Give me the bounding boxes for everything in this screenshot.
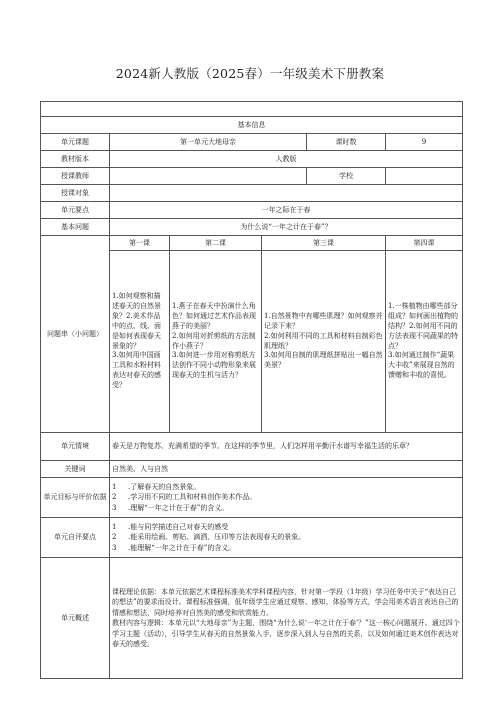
- unit-key-label: 单元要点: [41, 202, 110, 219]
- teacher-label: 授课教师: [41, 168, 110, 185]
- blank-top-row: [41, 102, 463, 117]
- situation-label: 单元情境: [41, 433, 110, 461]
- unit-key-value: 一年之际在于春: [110, 202, 463, 219]
- lesson-3-header: 第三课: [262, 236, 386, 251]
- unit-topic-label: 单元课题: [41, 134, 110, 151]
- question-chain-label: 问题串（小问题）: [41, 236, 110, 433]
- school-value: [386, 168, 463, 185]
- edition-label: 教材版本: [41, 151, 110, 168]
- row-edition: [41, 151, 463, 168]
- goals-label: 单元目标与评价依据: [41, 478, 110, 518]
- lesson-3-questions: 1.自然景物中有哪些肌理？如何观察并记录下来？ 2.如何利用不同的工具和材料自制彩色肌理纸？ 3.如何用自制的肌理纸拼贴出一幅自然美景？: [262, 251, 386, 433]
- row-keywords: [41, 461, 463, 478]
- row-unit-goals: [41, 478, 463, 518]
- lesson-plan-table: [40, 101, 463, 679]
- goals-list: [110, 478, 463, 518]
- goal-item: 2 .学习用不同的工具和材料创作美术作品。: [112, 493, 257, 502]
- goal-item: 3 .理解“一年之计在于春”的含义。: [112, 503, 229, 512]
- self-eval-item: 3 .能理解“一年之计在于春”的含义。: [112, 543, 236, 552]
- audience-label: 授课对象: [41, 185, 110, 202]
- row-unit-key: [41, 202, 463, 219]
- teacher-value: [110, 168, 307, 185]
- basic-question-value: 为什么说“一年之计在于春”？: [110, 219, 463, 236]
- hours-label: 课时数: [307, 134, 386, 151]
- row-audience: [41, 185, 463, 202]
- row-unit-overview: [41, 558, 463, 679]
- lesson-2-questions: 1.燕子在春天中扮演什么角色？如何通过艺术作品表现燕子的美丽？ 2.如何用对折剪纸的方法制作小燕子？ 3.如何进一步用对称剪纸方法创作不同小动物形象来展现春天的生机与活力？: [170, 251, 262, 433]
- row-basic-question: [41, 219, 463, 236]
- row-unit-situation: [41, 433, 463, 461]
- section-header: 基本信息: [41, 117, 463, 134]
- unit-topic-value: 第一单元大地母亲: [110, 134, 307, 151]
- goal-item: 1 .了解春天的自然景象。: [112, 483, 201, 492]
- self-eval-item: 2 .能采用绘画、剪贴、滴洒、压印等方法表现春天的景象。: [112, 533, 306, 542]
- document-title: 2024新人教版（2025春）一年级美术下册教案: [115, 66, 385, 81]
- edition-value: 人教版: [110, 151, 463, 168]
- audience-value: [110, 185, 463, 202]
- lesson-4-questions: 1.一株植物由哪些部分组成？如何画出植物的结构？2.如何用不同的方法表现不同蔬果的特点？ 3.如何通过制作“蔬果大丰收”来展现自然的馈赠和丰收的喜悦。: [386, 251, 463, 433]
- keywords-label: 关键词: [41, 461, 110, 478]
- lesson-1-questions: 1.如何观察和描述春天的自然景象？2.美术作品中的点、线、面是如何表现春天景象的？ 3.如何用中国画工具和水粉材料表达对春天的感受？: [110, 251, 170, 433]
- row-section-header: [41, 117, 463, 134]
- lesson-4-header: 第四课: [386, 236, 463, 251]
- row-unit-topic: [41, 134, 463, 151]
- lesson-1-header: 第一课: [110, 236, 170, 251]
- school-label: 学校: [307, 168, 386, 185]
- self-eval-label: 单元自评要点: [41, 518, 110, 558]
- lesson-2-header: 第二课: [170, 236, 262, 251]
- situation-value: 春天是万物复苏、充满希望的季节。在这样的季节里，人们怎样用辛勤汗水谱写幸福生活的乐章？: [110, 433, 463, 461]
- overview-text: 课程理论依据：本单元依据艺术课程标准美术学科课程内容，针对第一学段（1年级）学习任务中关于“表达自己的想法”的要求而设计。课程标准强调，低年级学生应通过观察、感知、体验等方式，学会用美术语言表达自己的情感和想法，同时培养对自然美的感受和欣赏能力。 教材内容与逻辑：本单元以“大地母亲”为主题，围绕“为什么说‘一年之计在于春’？”这一核心问题展开。通过四个学习主题（活动），引导学生从春天的自然景象入手，逐步深入到人与自然的关系，以及如何通过美术创作表达对春天的感受。: [110, 558, 463, 679]
- row-lesson-headers: [41, 236, 463, 251]
- overview-label: 单元概述: [41, 558, 110, 679]
- keywords-value: 自然美、人与自然: [110, 461, 463, 478]
- self-eval-list: [110, 518, 463, 558]
- row-self-evaluation: [41, 518, 463, 558]
- blank-cell: [41, 102, 463, 117]
- hours-value: 9: [386, 134, 463, 151]
- row-teacher: [41, 168, 463, 185]
- basic-question-label: 基本问题: [41, 219, 110, 236]
- self-eval-item: 1 .能与同学描述自己对春天的感受: [112, 523, 229, 532]
